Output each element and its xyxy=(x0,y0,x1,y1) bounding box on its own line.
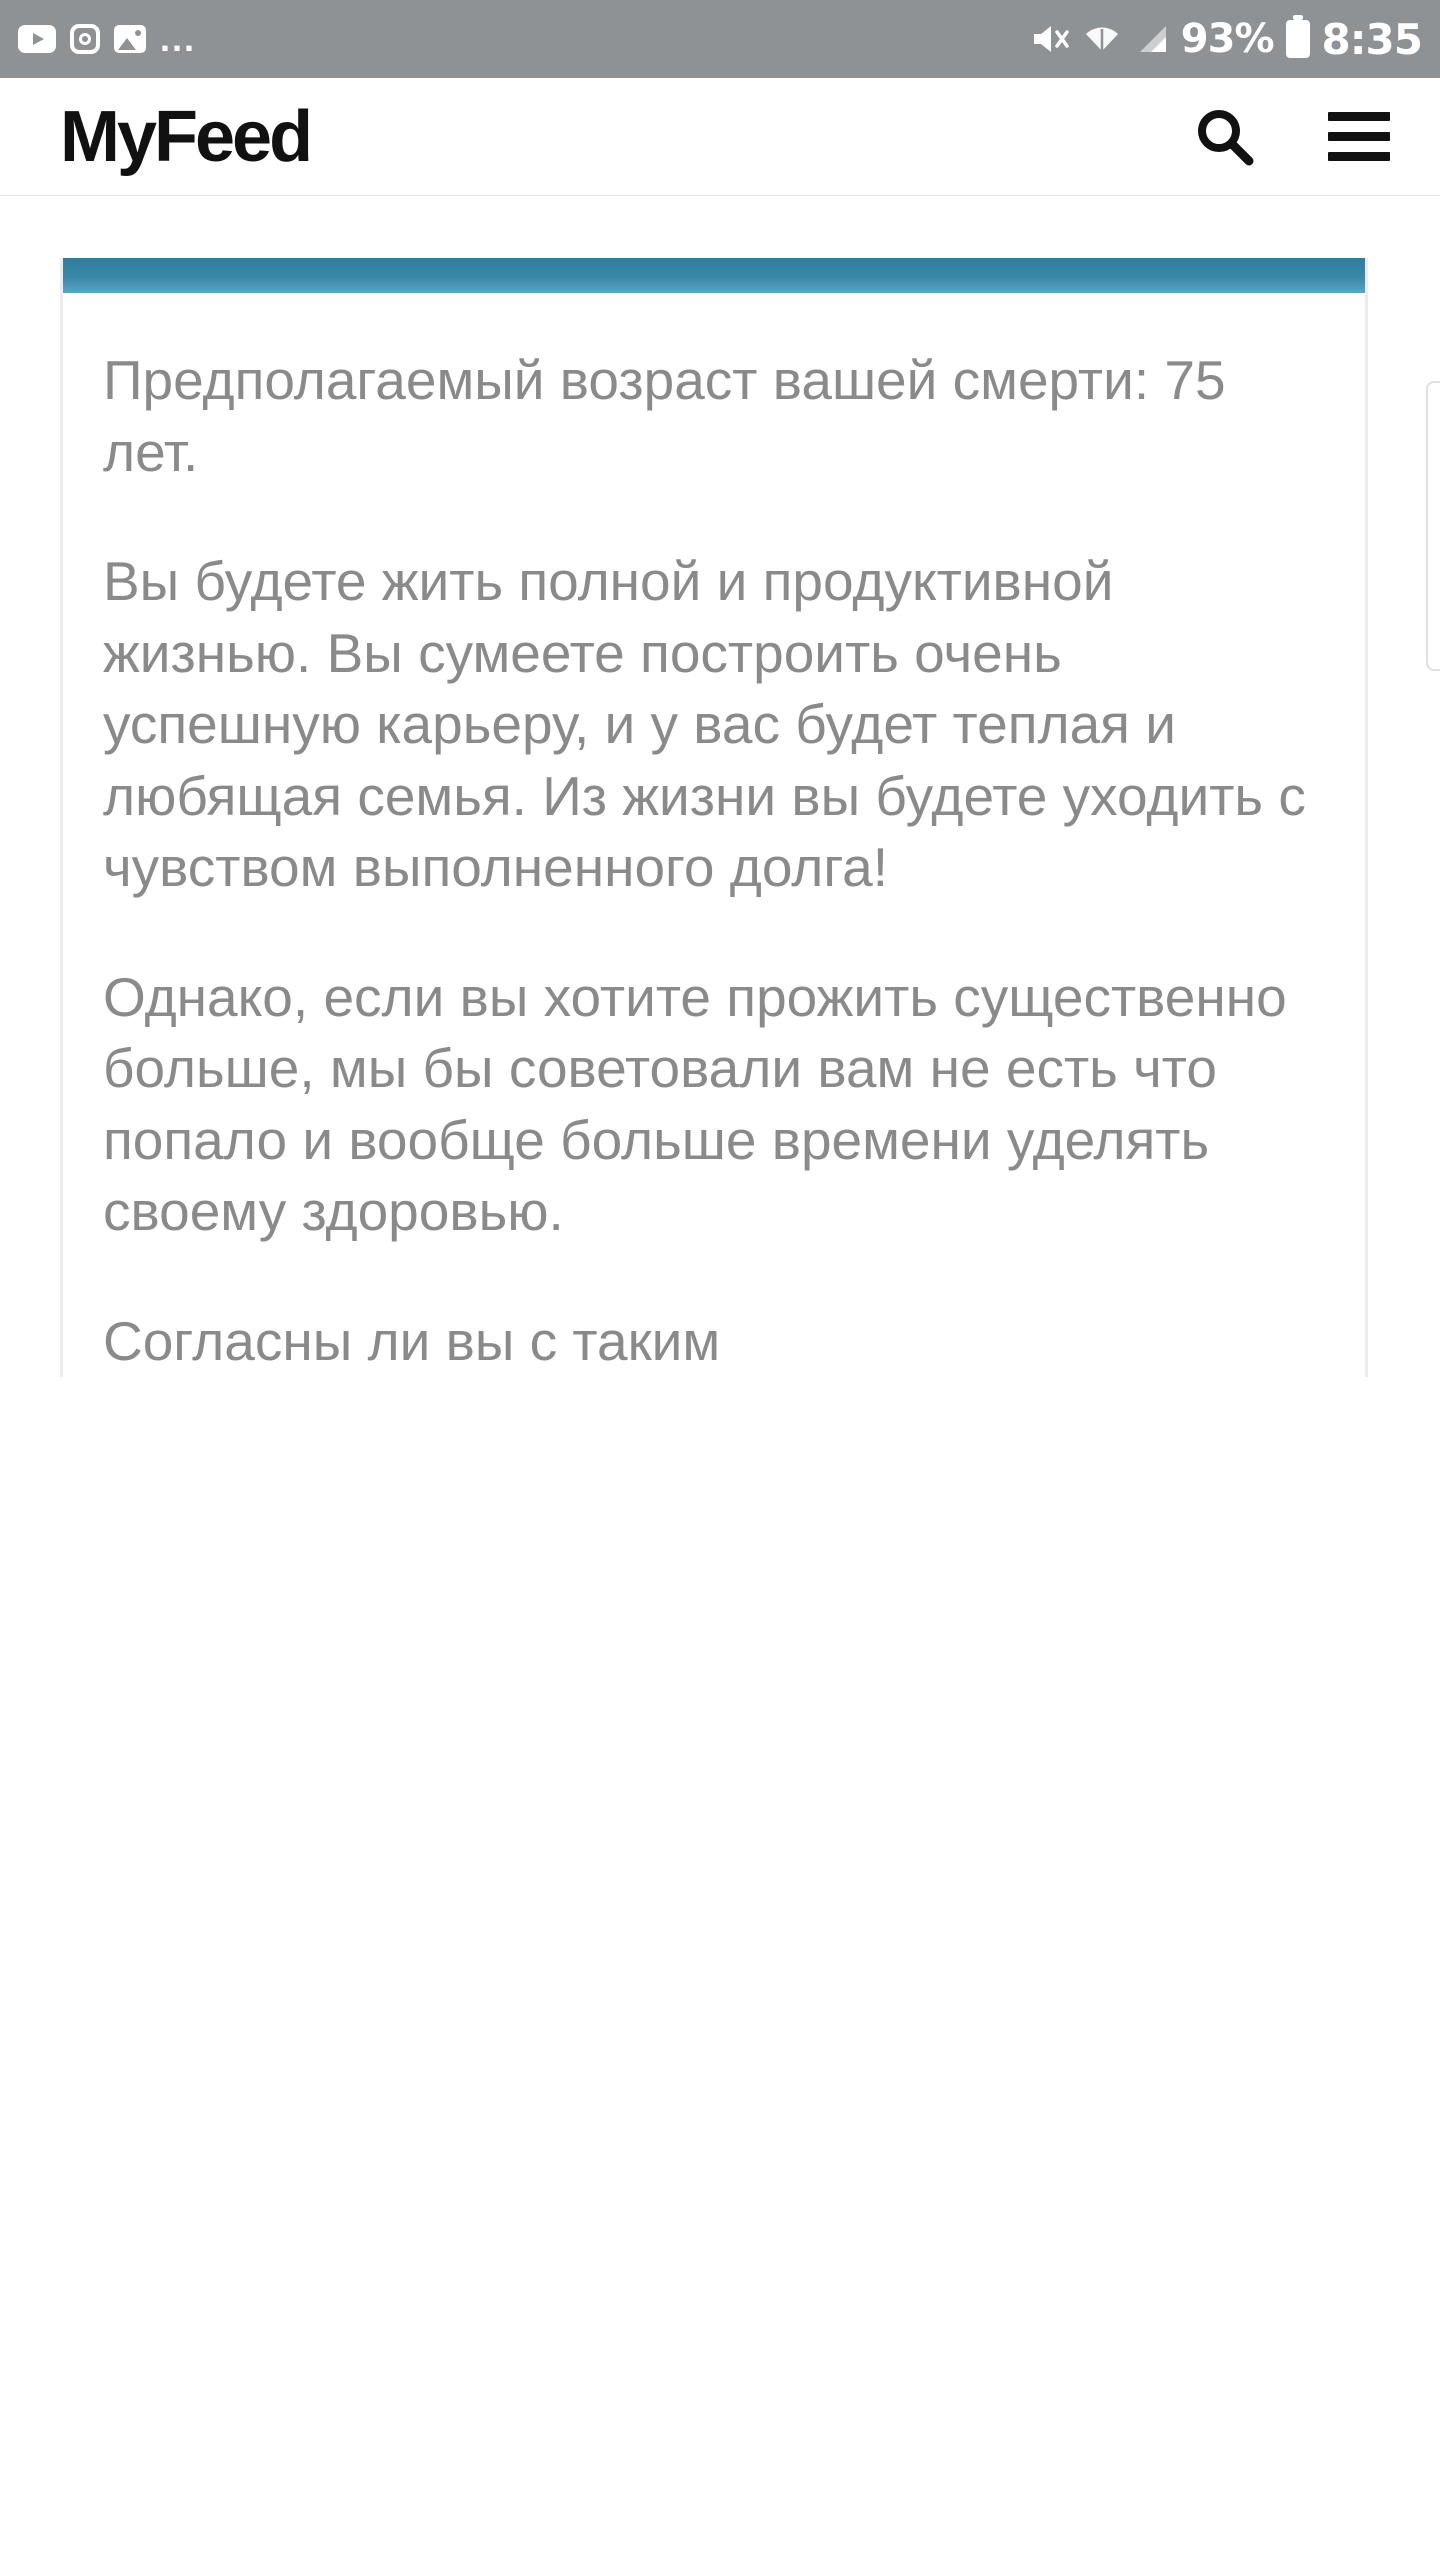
article-card xyxy=(60,258,1368,1377)
wifi-icon xyxy=(1083,23,1121,55)
status-bar xyxy=(0,0,1440,78)
app-header xyxy=(0,78,1440,196)
article-body xyxy=(63,293,1365,1377)
battery-percent-label: 93% xyxy=(1180,16,1274,62)
search-icon[interactable] xyxy=(1192,105,1256,169)
article-paragraph: Вы будете жить полной и продуктивной жизнью. Вы сумеете построить очень успешную карьеру, и у вас будет теплая и любящая семья. Из жизни вы будете уходить с чувством выполненного долга! xyxy=(103,550,1306,898)
header-actions xyxy=(1192,105,1390,169)
article-paragraph: Предполагаемый возраст вашей смерти: 75 лет. xyxy=(103,349,1226,483)
status-bar-system xyxy=(1031,15,1422,64)
mute-icon xyxy=(1031,22,1071,56)
youtube-icon xyxy=(18,25,56,53)
hamburger-menu-icon[interactable] xyxy=(1328,112,1390,161)
page-content xyxy=(0,196,1440,2560)
side-floating-panel[interactable] xyxy=(1426,381,1440,671)
article-banner xyxy=(63,258,1365,293)
photos-icon xyxy=(114,25,146,53)
site-logo[interactable]: MyFeed xyxy=(60,96,311,177)
more-notifications-icon: ... xyxy=(160,18,197,59)
battery-icon xyxy=(1286,20,1310,58)
clock-label: 8:35 xyxy=(1321,14,1422,64)
article-paragraph: Однако, если вы хотите прожить существенно больше, мы бы советовали вам не есть что попало и вообще больше времени уделять своему здоровью. xyxy=(103,965,1287,1242)
article-paragraph: Согласны ли вы с таким xyxy=(103,1309,721,1372)
instagram-icon xyxy=(70,24,100,54)
status-bar-notifications xyxy=(18,18,197,59)
cell-signal-icon xyxy=(1133,23,1169,55)
